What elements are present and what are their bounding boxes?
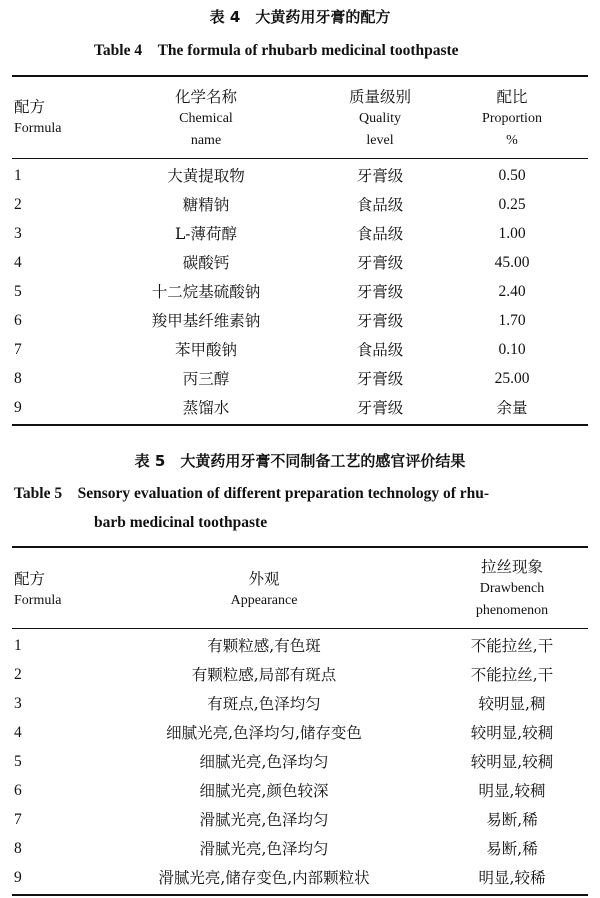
appearance-cell: 细腻光亮,颜色较深 (199, 782, 329, 800)
quality-cell: 牙膏级 (356, 312, 404, 330)
appearance-cell: 有颗粒感,有色斑 (207, 637, 321, 655)
table4-header-proportion-en1: Proportion (482, 111, 542, 126)
proportion-cell: 1.00 (498, 225, 526, 242)
table5-header-drawbench-en1: Drawbench (479, 581, 545, 596)
quality-cell: 牙膏级 (356, 167, 404, 185)
chemical-cell: L-薄荷醇 (174, 225, 238, 243)
chemical-cell: 大黄提取物 (167, 167, 245, 185)
table5-caption-en-line2: barb medicinal toothpaste (94, 514, 268, 531)
quality-cell: 牙膏级 (356, 254, 404, 272)
formula-cell: 4 (14, 724, 22, 741)
table5-header-drawbench-en2: phenomenon (475, 603, 549, 618)
table4-caption-en: Table 4 The formula of rhubarb medicinal toothpaste (94, 42, 459, 59)
table5-top-rule (12, 546, 588, 548)
proportion-cell: 0.50 (498, 167, 526, 184)
table4-header-quality-en1: Quality (359, 111, 401, 126)
formula-cell: 7 (14, 811, 22, 828)
drawbench-cell: 不能拉丝,干 (470, 666, 554, 684)
table-row (0, 719, 600, 748)
formula-cell: 8 (14, 370, 22, 387)
table5-bottom-rule (12, 894, 588, 896)
proportion-cell: 25.00 (494, 370, 530, 387)
table-row (0, 690, 600, 719)
table4-header-quality-en2: level (366, 133, 394, 148)
table4-header-formula-cn: 配方 (14, 98, 46, 116)
table5-caption-en-line1: Table 5 Sensory evaluation of different preparation technology of rhu- (14, 485, 490, 502)
formula-cell: 2 (14, 196, 22, 213)
table4-header-proportion-en2: % (506, 133, 518, 148)
formula-cell: 1 (14, 637, 22, 654)
drawbench-cell: 不能拉丝,干 (470, 637, 554, 655)
table5-header-formula-cn: 配方 (14, 570, 46, 588)
appearance-cell: 滑腻光亮,色泽均匀 (199, 811, 329, 829)
formula-cell: 9 (14, 399, 22, 416)
table5-header-formula-en: Formula (14, 593, 62, 608)
quality-cell: 牙膏级 (356, 399, 404, 417)
quality-cell: 牙膏级 (356, 370, 404, 388)
drawbench-cell: 较明显,较稠 (470, 753, 554, 771)
table5-header-appearance-cn: 外观 (248, 570, 280, 588)
appearance-cell: 细腻光亮,色泽均匀,储存变色 (166, 724, 362, 742)
table4-header-chemical-cn: 化学名称 (174, 88, 238, 106)
table4-header-proportion-cn: 配比 (496, 88, 528, 106)
formula-cell: 7 (14, 341, 22, 358)
proportion-cell: 45.00 (494, 254, 530, 271)
chemical-cell: 蒸馏水 (182, 399, 230, 417)
proportion-cell: 2.40 (498, 283, 526, 300)
appearance-cell: 滑腻光亮,色泽均匀 (199, 840, 329, 858)
table-row (0, 220, 600, 249)
table5-header-rule (12, 628, 588, 629)
drawbench-cell: 明显,较稀 (478, 869, 546, 887)
table-row (0, 661, 600, 690)
quality-cell: 食品级 (356, 341, 404, 359)
appearance-cell: 细腻光亮,色泽均匀 (199, 753, 329, 771)
proportion-cell: 0.25 (498, 196, 526, 213)
formula-cell: 5 (14, 753, 22, 770)
proportion-cell: 1.70 (498, 312, 526, 329)
table4-header-formula-en: Formula (14, 121, 62, 136)
formula-cell: 3 (14, 695, 22, 712)
appearance-cell: 有颗粒感,局部有斑点 (191, 666, 337, 684)
proportion-cell: 0.10 (498, 341, 526, 358)
table4-header-chemical-en2: name (190, 133, 222, 148)
quality-cell: 食品级 (356, 225, 404, 243)
table-row (0, 835, 600, 864)
formula-cell: 1 (14, 167, 22, 184)
formula-cell: 2 (14, 666, 22, 683)
appearance-cell: 滑腻光亮,储存变色,内部颗粒状 (158, 869, 370, 887)
table-row (0, 777, 600, 806)
drawbench-cell: 明显,较稠 (478, 782, 546, 800)
table-row (0, 748, 600, 777)
formula-cell: 5 (14, 283, 22, 300)
table-row (0, 864, 600, 893)
table5-caption-cn: 表 5 大黄药用牙膏不同制备工艺的感官评价结果 (134, 452, 466, 470)
table4-bottom-rule (12, 424, 588, 426)
table-row (0, 632, 600, 661)
chemical-cell: 碳酸钙 (182, 254, 230, 272)
table-row (0, 394, 600, 423)
formula-cell: 9 (14, 869, 22, 886)
formula-cell: 6 (14, 312, 22, 329)
drawbench-cell: 易断,稀 (486, 840, 538, 858)
table-row (0, 365, 600, 394)
table-row (0, 336, 600, 365)
chemical-cell: 十二烷基硫酸钠 (151, 283, 261, 301)
table-row (0, 806, 600, 835)
formula-cell: 8 (14, 840, 22, 857)
drawbench-cell: 较明显,稠 (478, 695, 546, 713)
appearance-cell: 有斑点,色泽均匀 (207, 695, 321, 713)
chemical-cell: 丙三醇 (182, 370, 230, 388)
chemical-cell: 羧甲基纤维素钠 (151, 312, 261, 330)
table-row (0, 278, 600, 307)
drawbench-cell: 易断,稀 (486, 811, 538, 829)
table-row (0, 162, 600, 191)
chemical-cell: 苯甲酸钠 (174, 341, 238, 359)
proportion-cell: 余量 (496, 399, 528, 417)
table4-caption-cn: 表 4 大黄药用牙膏的配方 (209, 8, 391, 26)
table4-header-quality-cn: 质量级别 (348, 88, 412, 106)
table4-header-chemical-en1: Chemical (179, 111, 233, 126)
formula-cell: 6 (14, 782, 22, 799)
quality-cell: 食品级 (356, 196, 404, 214)
formula-cell: 3 (14, 225, 22, 242)
drawbench-cell: 较明显,较稠 (470, 724, 554, 742)
table-row (0, 307, 600, 336)
table4-header-rule (12, 158, 588, 159)
table-row (0, 249, 600, 278)
table4-top-rule (12, 75, 588, 77)
table-row (0, 191, 600, 220)
chemical-cell: 糖精钠 (182, 196, 230, 214)
table5-header-appearance-en: Appearance (230, 593, 298, 608)
table5-header-drawbench-cn: 拉丝现象 (480, 558, 544, 576)
quality-cell: 牙膏级 (356, 283, 404, 301)
formula-cell: 4 (14, 254, 22, 271)
